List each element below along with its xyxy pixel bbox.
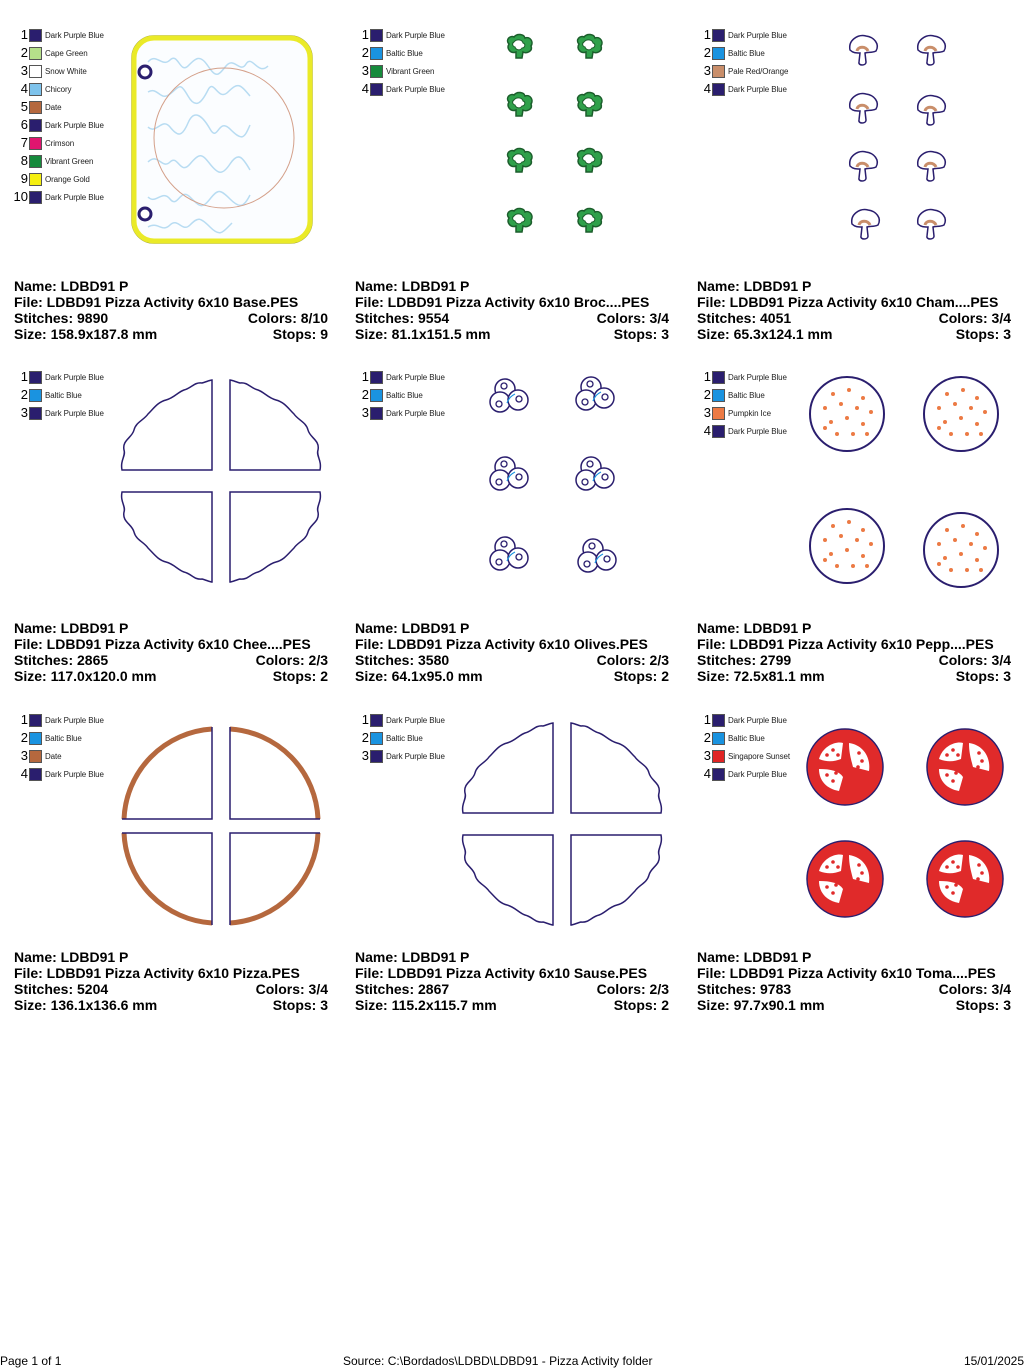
thread-color-name: Snow White: [45, 66, 87, 76]
thread-color-swatch: [712, 389, 725, 402]
design-size: Size: 115.2x115.7 mm: [355, 997, 497, 1013]
thread-color-name: Dark Purple Blue: [386, 751, 445, 761]
design-file: File: LDBD91 Pizza Activity 6x10 Chee....PES: [14, 636, 311, 652]
thread-number: 1: [361, 712, 369, 727]
cheese-design-preview: [120, 378, 324, 584]
thread-number: 4: [361, 81, 369, 96]
color-count: Colors: 3/4: [596, 310, 669, 326]
color-count: Colors: 3/4: [938, 981, 1011, 997]
stop-count: Stops: 3: [613, 326, 669, 342]
color-count: Colors: 3/4: [938, 652, 1011, 668]
thread-color-name: Singapore Sunset: [728, 751, 791, 761]
broccoli-design-preview: [501, 32, 621, 262]
legend-row: [0, 134, 104, 152]
thread-number: 6: [20, 117, 28, 132]
legend-row: [683, 80, 788, 98]
thread-number: 3: [703, 405, 711, 420]
design-info: [14, 620, 328, 684]
color-count: Colors: 2/3: [255, 652, 328, 668]
thread-color-name: Dark Purple Blue: [386, 408, 445, 418]
design-file: File: LDBD91 Pizza Activity 6x10 Cham....PES: [697, 294, 999, 310]
thread-color-name: Baltic Blue: [728, 733, 765, 743]
design-file: File: LDBD91 Pizza Activity 6x10 Broc....PES: [355, 294, 650, 310]
thread-number: 2: [20, 730, 28, 745]
pizza-crust-design-preview: [120, 723, 324, 929]
thread-color-name: Dark Purple Blue: [728, 372, 787, 382]
thread-color-name: Date: [45, 751, 62, 761]
design-name: Name: LDBD91 P: [355, 278, 470, 294]
legend-row: [341, 26, 445, 44]
stitch-count: Stitches: 9890: [14, 310, 109, 326]
thread-color-swatch: [712, 732, 725, 745]
design-info: [355, 949, 669, 1013]
thread-number: 1: [703, 369, 711, 384]
design-card-base: [0, 20, 330, 340]
design-info: [355, 278, 669, 342]
thread-number: 1: [361, 369, 369, 384]
pepperoni-design-preview: [807, 374, 1007, 594]
stitch-count: Stitches: 2867: [355, 981, 450, 997]
design-size: Size: 117.0x120.0 mm: [14, 668, 157, 684]
color-count: Colors: 3/4: [938, 310, 1011, 326]
color-legend: [341, 711, 445, 765]
legend-row: [683, 368, 787, 386]
thread-color-swatch: [370, 371, 383, 384]
page-number: Page 1 of 1: [0, 1354, 62, 1368]
design-size: Size: 97.7x90.1 mm: [697, 997, 825, 1013]
thread-color-swatch: [29, 768, 42, 781]
thread-color-name: Baltic Blue: [728, 48, 765, 58]
design-size: Size: 81.1x151.5 mm: [355, 326, 491, 342]
legend-row: [341, 729, 445, 747]
thread-color-swatch: [712, 65, 725, 78]
thread-number: 3: [361, 748, 369, 763]
stitch-count: Stitches: 2799: [697, 652, 792, 668]
thread-color-swatch: [712, 371, 725, 384]
thread-color-swatch: [29, 714, 42, 727]
legend-row: [683, 26, 788, 44]
design-name: Name: LDBD91 P: [14, 620, 129, 636]
olives-design-preview: [489, 374, 639, 594]
legend-row: [341, 44, 445, 62]
thread-color-name: Vibrant Green: [45, 156, 94, 166]
design-info: [697, 620, 1011, 684]
legend-row: [0, 765, 104, 783]
thread-color-name: Dark Purple Blue: [45, 30, 104, 40]
thread-number: 1: [20, 369, 28, 384]
thread-number: 3: [703, 63, 711, 78]
stitch-count: Stitches: 3580: [355, 652, 450, 668]
thread-color-name: Date: [45, 102, 62, 112]
thread-color-swatch: [29, 101, 42, 114]
thread-number: 2: [361, 45, 369, 60]
legend-row: [683, 747, 790, 765]
thread-number: 8: [20, 153, 28, 168]
legend-row: [341, 404, 445, 422]
legend-row: [0, 26, 104, 44]
design-file: File: LDBD91 Pizza Activity 6x10 Sause.PES: [355, 965, 648, 981]
thread-number: 1: [20, 27, 28, 42]
legend-row: [0, 747, 104, 765]
thread-color-swatch: [29, 191, 42, 204]
design-name: Name: LDBD91 P: [355, 949, 470, 965]
thread-color-name: Crimson: [45, 138, 75, 148]
thread-color-name: Baltic Blue: [386, 48, 423, 58]
stitch-count: Stitches: 9554: [355, 310, 450, 326]
thread-color-name: Orange Gold: [45, 174, 90, 184]
design-name: Name: LDBD91 P: [14, 949, 129, 965]
legend-row: [683, 711, 790, 729]
stop-count: Stops: 3: [955, 997, 1011, 1013]
legend-row: [0, 152, 104, 170]
legend-row: [0, 44, 104, 62]
color-count: Colors: 8/10: [247, 310, 328, 326]
thread-color-swatch: [712, 768, 725, 781]
design-card-broccoli: [341, 20, 671, 340]
thread-color-name: Dark Purple Blue: [386, 84, 445, 94]
legend-row: [0, 80, 104, 98]
thread-color-name: Pale Red/Orange: [728, 66, 789, 76]
thread-number: 2: [703, 45, 711, 60]
design-info: [697, 278, 1011, 342]
color-legend: [341, 26, 445, 98]
thread-number: 1: [361, 27, 369, 42]
thread-number: 1: [703, 712, 711, 727]
legend-row: [0, 386, 104, 404]
thread-number: 5: [20, 99, 28, 114]
stop-count: Stops: 3: [272, 997, 328, 1013]
design-card-pizza: [0, 705, 330, 1025]
legend-row: [683, 386, 787, 404]
thread-color-swatch: [29, 83, 42, 96]
mushroom-design-preview: [846, 32, 966, 262]
legend-row: [0, 116, 104, 134]
stitch-count: Stitches: 2865: [14, 652, 109, 668]
design-size: Size: 72.5x81.1 mm: [697, 668, 825, 684]
thread-color-name: Dark Purple Blue: [386, 715, 445, 725]
legend-row: [683, 422, 787, 440]
legend-row: [0, 62, 104, 80]
stop-count: Stops: 9: [272, 326, 328, 342]
design-name: Name: LDBD91 P: [697, 620, 812, 636]
thread-color-swatch: [370, 47, 383, 60]
thread-color-swatch: [29, 155, 42, 168]
legend-row: [683, 404, 787, 422]
legend-row: [683, 62, 788, 80]
thread-color-swatch: [370, 83, 383, 96]
legend-row: [0, 729, 104, 747]
legend-row: [0, 711, 104, 729]
thread-number: 2: [703, 387, 711, 402]
thread-color-name: Dark Purple Blue: [728, 715, 787, 725]
thread-color-name: Vibrant Green: [386, 66, 435, 76]
stop-count: Stops: 2: [613, 997, 669, 1013]
thread-number: 9: [20, 171, 28, 186]
thread-color-name: Cape Green: [45, 48, 88, 58]
thread-number: 2: [20, 387, 28, 402]
thread-number: 1: [703, 27, 711, 42]
thread-color-name: Dark Purple Blue: [45, 715, 104, 725]
thread-color-swatch: [29, 750, 42, 763]
color-count: Colors: 2/3: [596, 652, 669, 668]
color-legend: [0, 368, 104, 422]
thread-color-swatch: [29, 407, 42, 420]
thread-color-swatch: [29, 29, 42, 42]
sauce-design-preview: [461, 721, 665, 927]
thread-color-name: Baltic Blue: [45, 390, 82, 400]
thread-number: 3: [20, 405, 28, 420]
design-card-champignons: [683, 20, 1013, 340]
color-count: Colors: 3/4: [255, 981, 328, 997]
thread-color-swatch: [370, 714, 383, 727]
design-card-tomato: [683, 705, 1013, 1025]
stitch-count: Stitches: 5204: [14, 981, 109, 997]
thread-color-name: Dark Purple Blue: [728, 30, 787, 40]
design-size: Size: 64.1x95.0 mm: [355, 668, 483, 684]
thread-color-swatch: [29, 119, 42, 132]
color-legend: [0, 711, 104, 783]
thread-number: 2: [20, 45, 28, 60]
thread-color-swatch: [29, 173, 42, 186]
thread-color-name: Dark Purple Blue: [45, 769, 104, 779]
thread-color-swatch: [712, 425, 725, 438]
legend-row: [0, 98, 104, 116]
design-name: Name: LDBD91 P: [14, 278, 129, 294]
source-path: Source: C:\Bordados\LDBD\LDBD91 - Pizza Activity folder: [343, 1354, 653, 1368]
thread-number: 10: [13, 189, 28, 204]
design-file: File: LDBD91 Pizza Activity 6x10 Toma....PES: [697, 965, 996, 981]
thread-color-name: Pumpkin Ice: [728, 408, 771, 418]
tomato-design-preview: [803, 727, 1009, 927]
stop-count: Stops: 3: [955, 668, 1011, 684]
thread-number: 4: [703, 81, 711, 96]
design-file: File: LDBD91 Pizza Activity 6x10 Pizza.PES: [14, 965, 300, 981]
stop-count: Stops: 2: [272, 668, 328, 684]
thread-color-swatch: [712, 29, 725, 42]
design-file: File: LDBD91 Pizza Activity 6x10 Pepp....PES: [697, 636, 994, 652]
thread-color-name: Chicory: [45, 84, 72, 94]
legend-row: [341, 62, 445, 80]
design-name: Name: LDBD91 P: [355, 620, 470, 636]
thread-number: 3: [361, 63, 369, 78]
color-legend: [341, 368, 445, 422]
thread-color-name: Dark Purple Blue: [45, 408, 104, 418]
thread-number: 4: [703, 423, 711, 438]
thread-number: 2: [703, 730, 711, 745]
design-size: Size: 65.3x124.1 mm: [697, 326, 833, 342]
color-legend: [683, 26, 788, 98]
thread-color-swatch: [370, 750, 383, 763]
legend-row: [683, 765, 790, 783]
design-info: [697, 949, 1011, 1013]
thread-number: 3: [703, 748, 711, 763]
design-info: [14, 949, 328, 1013]
legend-row: [0, 368, 104, 386]
thread-color-swatch: [370, 732, 383, 745]
thread-color-swatch: [29, 47, 42, 60]
thread-color-name: Baltic Blue: [45, 733, 82, 743]
thread-color-swatch: [370, 65, 383, 78]
design-info: [355, 620, 669, 684]
design-card-sauce: [341, 705, 671, 1025]
thread-color-name: Dark Purple Blue: [386, 372, 445, 382]
thread-color-name: Dark Purple Blue: [386, 30, 445, 40]
thread-number: 4: [703, 766, 711, 781]
legend-row: [0, 188, 104, 206]
thread-color-swatch: [29, 65, 42, 78]
thread-number: 7: [20, 135, 28, 150]
stitch-count: Stitches: 4051: [697, 310, 792, 326]
design-card-cheese: [0, 362, 330, 682]
thread-color-name: Baltic Blue: [386, 733, 423, 743]
thread-number: 3: [361, 405, 369, 420]
legend-row: [341, 368, 445, 386]
thread-color-name: Dark Purple Blue: [45, 192, 104, 202]
thread-color-name: Dark Purple Blue: [45, 120, 104, 130]
thread-number: 3: [20, 748, 28, 763]
thread-color-name: Dark Purple Blue: [45, 372, 104, 382]
legend-row: [683, 44, 788, 62]
thread-number: 3: [20, 63, 28, 78]
thread-color-name: Baltic Blue: [728, 390, 765, 400]
thread-color-name: Baltic Blue: [386, 390, 423, 400]
thread-color-swatch: [29, 371, 42, 384]
print-date: 15/01/2025: [963, 1354, 1024, 1368]
thread-color-swatch: [712, 407, 725, 420]
legend-row: [341, 711, 445, 729]
color-legend: [0, 26, 104, 206]
design-size: Size: 158.9x187.8 mm: [14, 326, 158, 342]
thread-color-swatch: [712, 714, 725, 727]
thread-color-swatch: [370, 29, 383, 42]
thread-color-name: Dark Purple Blue: [728, 426, 787, 436]
thread-color-swatch: [370, 389, 383, 402]
design-file: File: LDBD91 Pizza Activity 6x10 Olives.PES: [355, 636, 648, 652]
thread-number: 1: [20, 712, 28, 727]
thread-color-swatch: [29, 732, 42, 745]
design-size: Size: 136.1x136.6 mm: [14, 997, 158, 1013]
design-name: Name: LDBD91 P: [697, 949, 812, 965]
thread-color-swatch: [712, 750, 725, 763]
thread-number: 2: [361, 730, 369, 745]
thread-number: 2: [361, 387, 369, 402]
design-card-olives: [341, 362, 671, 682]
color-legend: [683, 711, 790, 783]
design-name: Name: LDBD91 P: [697, 278, 812, 294]
color-count: Colors: 2/3: [596, 981, 669, 997]
design-card-pepperoni: [683, 362, 1013, 682]
legend-row: [341, 80, 445, 98]
thread-color-name: Dark Purple Blue: [728, 769, 787, 779]
stitch-count: Stitches: 9783: [697, 981, 792, 997]
legend-row: [0, 404, 104, 422]
thread-number: 4: [20, 766, 28, 781]
base-design-preview: [128, 32, 318, 247]
legend-row: [341, 386, 445, 404]
legend-row: [683, 729, 790, 747]
color-legend: [683, 368, 787, 440]
legend-row: [341, 747, 445, 765]
stop-count: Stops: 2: [613, 668, 669, 684]
design-info: [14, 278, 328, 342]
thread-color-name: Dark Purple Blue: [728, 84, 787, 94]
thread-color-swatch: [712, 83, 725, 96]
thread-color-swatch: [29, 389, 42, 402]
thread-color-swatch: [29, 137, 42, 150]
thread-color-swatch: [370, 407, 383, 420]
thread-color-swatch: [712, 47, 725, 60]
stop-count: Stops: 3: [955, 326, 1011, 342]
design-file: File: LDBD91 Pizza Activity 6x10 Base.PES: [14, 294, 299, 310]
legend-row: [0, 170, 104, 188]
thread-number: 4: [20, 81, 28, 96]
